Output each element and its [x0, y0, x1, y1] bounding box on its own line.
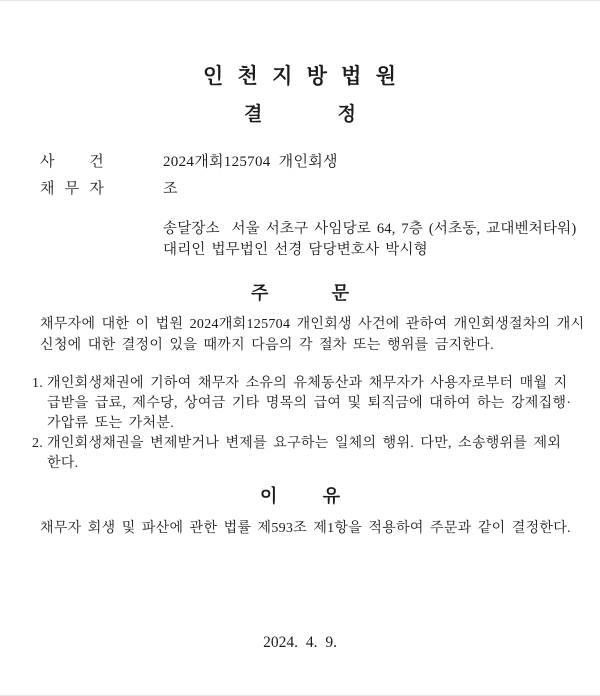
decision-date: 2024. 4. 9.	[263, 634, 337, 651]
debtor-label-char: 자	[89, 181, 104, 197]
item-line: 가압류 또는 가처분.	[47, 416, 174, 431]
debtor-details	[163, 219, 577, 261]
case-label	[40, 152, 104, 172]
attorney-line: 대리인 법무법인 선경 담당변호사 박시형	[163, 242, 428, 258]
case-label-char: 건	[89, 154, 104, 170]
reason-heading-char: 유	[322, 486, 340, 506]
order-item-1	[32, 374, 572, 434]
doc-type-heading	[244, 105, 356, 125]
case-number-value: 2024개회125704 개인회생	[163, 154, 338, 170]
debtor-label-char: 무	[64, 181, 80, 197]
reason-body-text: 채무자 회생 및 파산에 관한 법률 제593조 제1항을 적용하여 주문과 같이 결정한다.	[40, 521, 571, 536]
item-number: 1.	[32, 376, 44, 391]
item-line: 급받을 급료, 제수당, 상여금 기타 명목의 급여 및 퇴직금에 대하여 하는 강제집행·	[47, 396, 572, 411]
debtor-row	[40, 179, 560, 199]
order-intro-line: 신청에 대한 결정이 있을 때까지 다음의 각 절차 또는 행위를 금지한다.	[40, 338, 494, 353]
item-text	[47, 434, 561, 474]
item-line: 한다.	[47, 456, 79, 471]
order-items-list	[32, 374, 572, 474]
case-row	[40, 152, 560, 172]
reason-heading-char: 이	[260, 486, 278, 506]
order-heading-char: 주	[251, 283, 269, 303]
order-intro-paragraph	[40, 314, 585, 356]
service-address-line: 송달장소 서울 서초구 사임당로 64, 7층 (서초동, 교대벤처타워)	[163, 221, 577, 237]
debtor-name-value: 조	[163, 181, 178, 197]
order-section-heading	[251, 284, 349, 303]
doc-type-char: 결	[244, 104, 263, 125]
case-info-table	[40, 152, 560, 199]
doc-type-char: 정	[337, 104, 356, 125]
case-label-char: 사	[40, 154, 55, 170]
reason-section-heading	[260, 487, 340, 506]
court-name-title: 인 천 지 방 법 원	[203, 64, 397, 88]
order-item-2	[32, 434, 560, 474]
debtor-label-char: 채	[40, 181, 55, 197]
order-heading-char: 문	[331, 283, 349, 303]
item-line: 개인회생채권에 기하여 채무자 소유의 유체동산과 채무자가 사용자로부터 매월 지	[47, 376, 568, 391]
item-number: 2.	[32, 436, 44, 451]
item-text	[47, 374, 571, 434]
item-line: 개인회생채권을 변제받거나 변제를 요구하는 일체의 행위. 다만, 소송행위를 제외	[47, 436, 562, 451]
debtor-label	[40, 179, 104, 199]
order-intro-line: 채무자에 대한 이 법원 2024개회125704 개인회생 사건에 관하여 개인회생절차의 개시	[40, 317, 585, 332]
